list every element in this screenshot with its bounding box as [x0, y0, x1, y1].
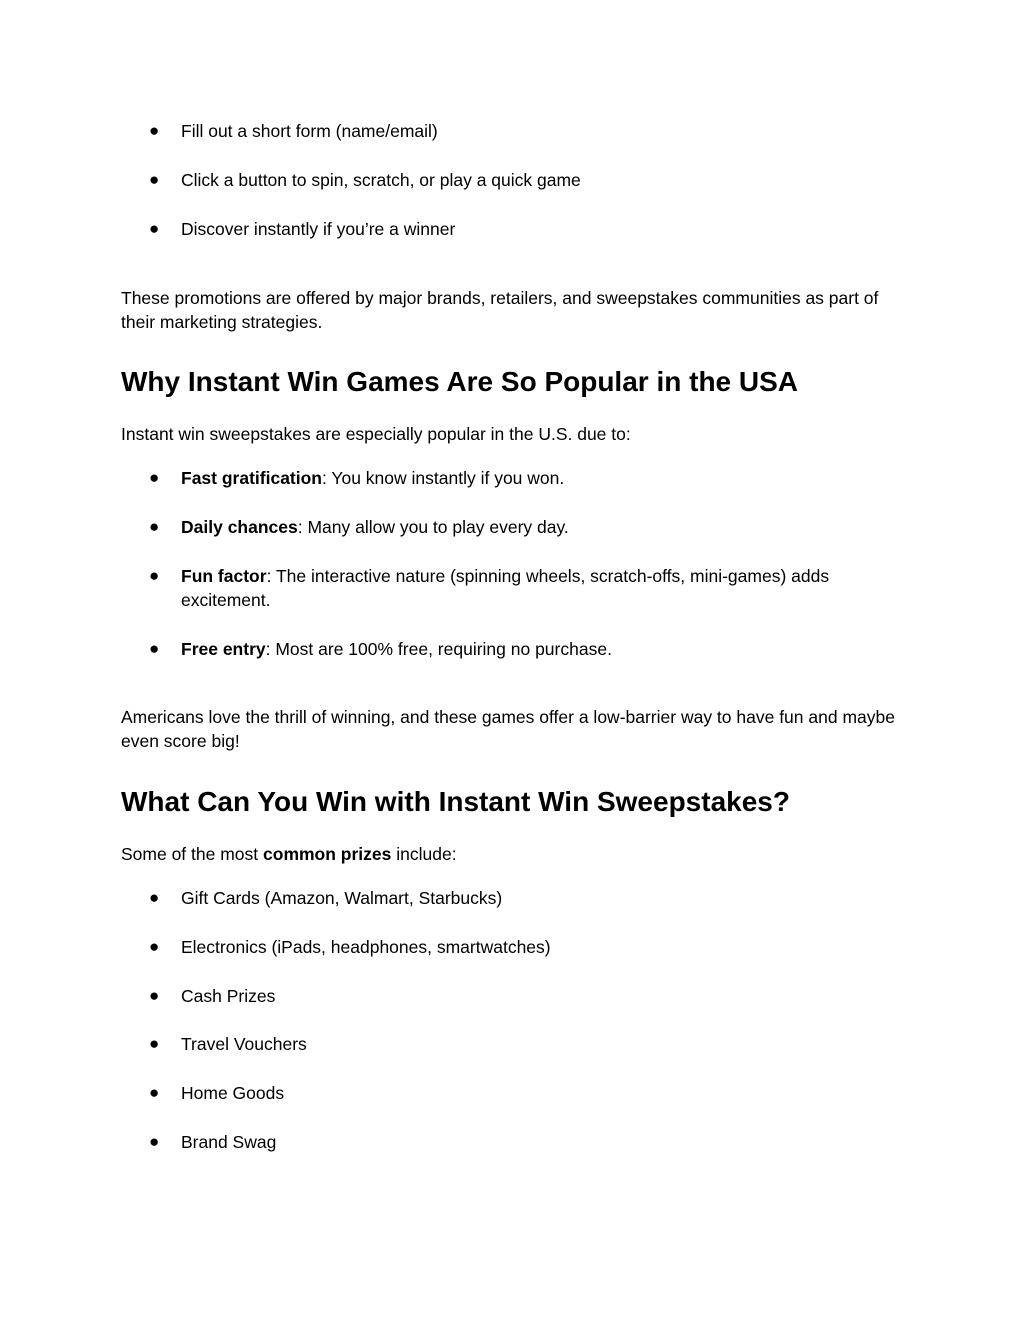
bullet-icon: ● — [149, 888, 160, 907]
bullet-icon: ● — [149, 566, 160, 585]
bullet-icon: ● — [149, 468, 160, 487]
list-item-text — [181, 466, 901, 490]
bullet-icon: ● — [149, 1132, 160, 1151]
reason-desc: : You know instantly if you won. — [322, 468, 565, 488]
reason-desc: : The interactive nature (spinning wheels, scratch-offs, mini-games) adds excitement. — [181, 566, 830, 610]
reason-term: Fast gratification — [181, 468, 322, 488]
list-item-text: Gift Cards (Amazon, Walmart, Starbucks) — [181, 888, 503, 908]
bullet-icon: ● — [149, 639, 160, 658]
reason-desc: : Most are 100% free, requiring no purchase. — [265, 639, 612, 659]
list-item-text: Home Goods — [181, 1083, 285, 1103]
section-heading-prizes: What Can You Win with Instant Win Sweepstakes? — [121, 786, 790, 817]
popular-intro: Instant win sweepstakes are especially popular in the U.S. due to: — [121, 424, 631, 444]
bullet-icon: ● — [149, 1083, 160, 1102]
bullet-icon: ● — [149, 986, 160, 1005]
prizes-intro-bold: common prizes — [263, 844, 392, 864]
list-item-text: Travel Vouchers — [181, 1034, 307, 1054]
promo-paragraph: These promotions are offered by major brands, retailers, and sweepstakes communities as part of their marketing strategies. — [121, 288, 879, 332]
popular-closing: Americans love the thrill of winning, and these games offer a low-barrier way to have fun and maybe even score big! — [121, 707, 895, 751]
reason-term: Fun factor — [181, 566, 267, 586]
reason-term: Free entry — [181, 639, 266, 659]
list-item-text: Click a button to spin, scratch, or play a quick game — [181, 170, 581, 190]
list-item-text — [181, 515, 901, 539]
bullet-icon: ● — [149, 170, 160, 189]
list-item-text — [181, 637, 901, 661]
list-item-text: Electronics (iPads, headphones, smartwatches) — [181, 937, 551, 957]
prizes-intro-after: include: — [391, 844, 457, 864]
prizes-intro — [121, 842, 911, 866]
section-heading-popular: Why Instant Win Games Are So Popular in the USA — [121, 366, 799, 397]
list-item-text: Brand Swag — [181, 1132, 277, 1152]
list-item-text: Discover instantly if you’re a winner — [181, 219, 456, 239]
bullet-icon: ● — [149, 517, 160, 536]
list-item-text: Fill out a short form (name/email) — [181, 121, 438, 141]
reason-desc: : Many allow you to play every day. — [297, 517, 569, 537]
bullet-icon: ● — [149, 121, 160, 140]
prizes-intro-before: Some of the most — [121, 844, 264, 864]
list-item-text — [181, 564, 901, 612]
bullet-icon: ● — [149, 937, 160, 956]
bullet-icon: ● — [149, 1034, 160, 1053]
list-item-text: Cash Prizes — [181, 986, 276, 1006]
bullet-icon: ● — [149, 219, 160, 238]
reason-term: Daily chances — [181, 517, 298, 537]
